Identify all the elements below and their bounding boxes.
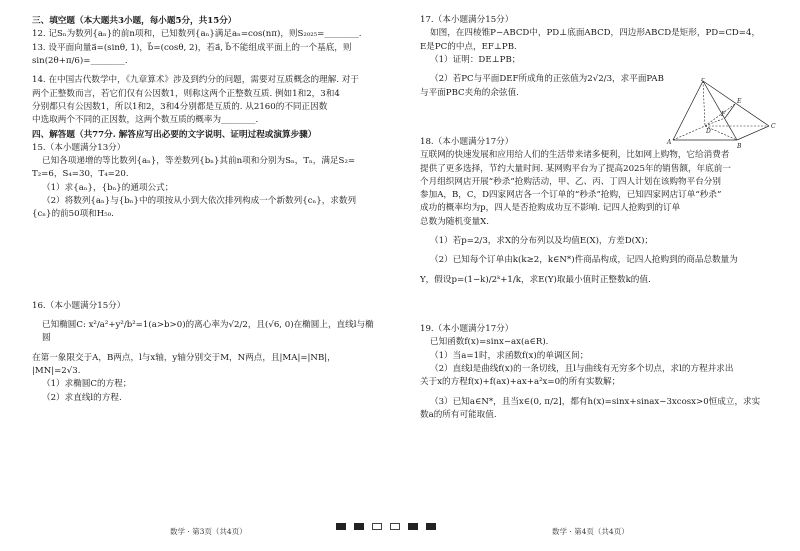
- question-16-line3: |MN|=2√3.: [32, 365, 81, 376]
- registration-mark: [390, 523, 400, 530]
- question-16-line1: 已知椭圆C: x²/a²+y²/b²=1(a>b>0)的离心率为√2/2，且(√6, 0)在椭圆上，直线l与椭圆: [42, 320, 374, 344]
- question-13-line2: sin(2θ+π/6)=________.: [32, 55, 128, 66]
- question-19-part2: （2）直线l是曲线f(x)的一条切线，且l与曲线有无穷多个切点，求l的方程并求出: [430, 363, 734, 374]
- right-page: [420, 14, 772, 422]
- segment-df: [705, 118, 725, 126]
- question-18-part1: （1）若p=2/3，求X的分布列以及均值E(X)，方差D(X)；: [430, 236, 654, 247]
- segment-de: [705, 104, 735, 126]
- registration-mark: [426, 523, 436, 530]
- question-18-line1: 互联网的快速发展和应用给人们的生活带来诸多便利，比如网上购物，它给消费者: [420, 150, 730, 161]
- footer-page-4: 数学 · 第4页（共4页）: [552, 527, 629, 536]
- question-19-part2-cont: 关于x的方程f(x)+f(ax)+ax+a²x=0的所有实数解；: [420, 377, 621, 388]
- question-12: 12. 记Sₙ为数列{aₙ}的前n项和，已知数列{aₙ}满足aₙ=cos(nπ)，则S₂₀₂₅=________.: [32, 29, 362, 40]
- registration-mark: [372, 523, 382, 530]
- question-17-line2: E是PC的中点，EF⊥PB.: [420, 41, 517, 52]
- label-e: E: [737, 98, 742, 105]
- question-17-part2: （2）若PC与平面DEF所成角的正弦值为2√2/3，求平面PAB: [430, 74, 664, 85]
- segment-ef: [725, 104, 735, 118]
- question-18-part2: （2）已知每个订单由k(k≥2，k∈N*)件商品构成，记四人抢购到的商品总数量为: [430, 255, 738, 266]
- question-16-line2: 在第一象限交于A，B两点，l与x轴，y轴分别交于M，N两点，且|MA|=|NB|，: [32, 352, 336, 363]
- label-p: P: [701, 78, 706, 83]
- question-19-part3: （3）已知a∈N*，且当x∈(0, π/2]，都有h(x)=sinx+sinax−3xcosx>0恒成立，求实: [430, 396, 761, 407]
- question-14-line3: 分别都只有公因数1，所以1和2，3和4分别都是互质的. 从2160的不同正因数: [32, 101, 328, 112]
- question-18-part2-cont: Y，假设p=(1−k)/2ᵏ+1/k，求E(Y)取最小值时正整数k的值.: [420, 274, 651, 285]
- question-18-line6: 总数为随机变量X.: [420, 216, 490, 227]
- label-a: A: [667, 139, 672, 146]
- question-13-line1: 13. 设平面向量a⃗=(sinθ, 1)，b⃗=(cosθ, 2)，若a⃗, b⃗不能组成平面上的一个基底，则: [32, 42, 352, 53]
- registration-mark: [408, 523, 418, 530]
- label-d: D: [706, 128, 711, 135]
- registration-marks: [336, 523, 436, 530]
- question-18-header: 18.（本小题满分17分）: [420, 136, 514, 147]
- label-b: B: [737, 143, 742, 150]
- label-f: F: [721, 111, 726, 118]
- question-19-part3-cont: 数a的所有可能取值.: [420, 409, 497, 420]
- question-18-line4: 参加A，B，C，D四家网店各一个订单的“秒杀”抢购，已知四家网店订单“秒杀”: [420, 190, 722, 201]
- registration-mark: [336, 523, 346, 530]
- question-14-line2: 两个正整数而言，若它们仅有公因数1，则称这两个正整数互质. 例如1和2，3和4: [32, 88, 340, 99]
- edge-pd: [703, 81, 705, 126]
- question-15-line1: 已知各项递增的等比数列{aₙ}，等差数列{bₙ}其前n项和分别为Sₙ，Tₙ，满足S₂=: [42, 156, 356, 167]
- registration-mark: [354, 523, 364, 530]
- question-18-line5: 成功的概率均为p，四人是否抢购成功互不影响. 记四人抢购到的订单: [420, 203, 681, 214]
- edge-pc: [703, 81, 769, 126]
- edge-pa: [673, 81, 703, 140]
- question-15-part1: （1）求{aₙ}，{bₙ}的通项公式；: [42, 182, 174, 193]
- question-14-line1: 14. 在中国古代数学中，《九章算术》涉及到约分的问题，需要对互质概念的理解. 对于: [32, 75, 359, 86]
- pyramid-figure: [665, 78, 777, 150]
- label-c: C: [771, 123, 776, 130]
- question-17-part1: （1）证明：DE⊥PB；: [430, 54, 521, 65]
- question-15-line2: T₂=6，S₄=30，T₄=20.: [32, 169, 129, 180]
- question-19-line1: 已知函数f(x)=sinx−ax(a∈R).: [430, 337, 549, 348]
- edge-ad: [673, 126, 705, 140]
- section-answer-header: 四、解答题（共77分. 解答应写出必要的文字说明、证明过程或演算步骤）: [32, 129, 317, 140]
- footer-page-3: 数学 · 第3页（共4页）: [170, 527, 247, 536]
- question-14-line4: 中选取两个不同的正因数，这两个数互质的概率为________.: [32, 115, 259, 126]
- question-16-header: 16.（本小题满分15分）: [32, 300, 126, 311]
- question-17-header: 17.（本小题满分15分）: [420, 15, 514, 25]
- question-19-header: 19.（本小题满分17分）: [420, 324, 514, 334]
- left-page: [32, 14, 377, 405]
- question-16-part1: （1）求椭圆C的方程；: [42, 379, 132, 390]
- question-15-part2: （2）将数列{aₙ}与{bₙ}中的项按从小到大依次排列构成一个新数列{cₙ}，求数列: [42, 196, 357, 207]
- question-17-part2-cont: 与平面PBC夹角的余弦值.: [420, 87, 519, 98]
- question-15-header: 15.（本小题满分13分）: [32, 142, 126, 153]
- question-17-line1: 如图，在四棱锥P−ABCD中，PD⊥底面ABCD，四边形ABCD是矩形，PD=CD=4，: [430, 28, 761, 39]
- question-16-part2: （2）求直线l的方程.: [42, 392, 122, 403]
- question-15-part2-cont: {cₙ}的前50项和H₅₀.: [32, 209, 114, 220]
- question-18-line2: 提供了更多选择，节约大量时间. 某网购平台为了提高2025年的销售额，年底前一: [420, 163, 731, 174]
- question-18-line3: 个月组织网店开展“秒杀”抢购活动，甲、乙、丙、丁四人计划在该购物平台分别: [420, 176, 721, 187]
- question-19-part1: （1）当a=1时，求函数f(x)的单调区间；: [430, 350, 589, 361]
- edge-bc: [737, 126, 769, 140]
- section-fill-blank-header: 三、填空题（本大题共3小题，每小题5分，共15分）: [32, 16, 237, 26]
